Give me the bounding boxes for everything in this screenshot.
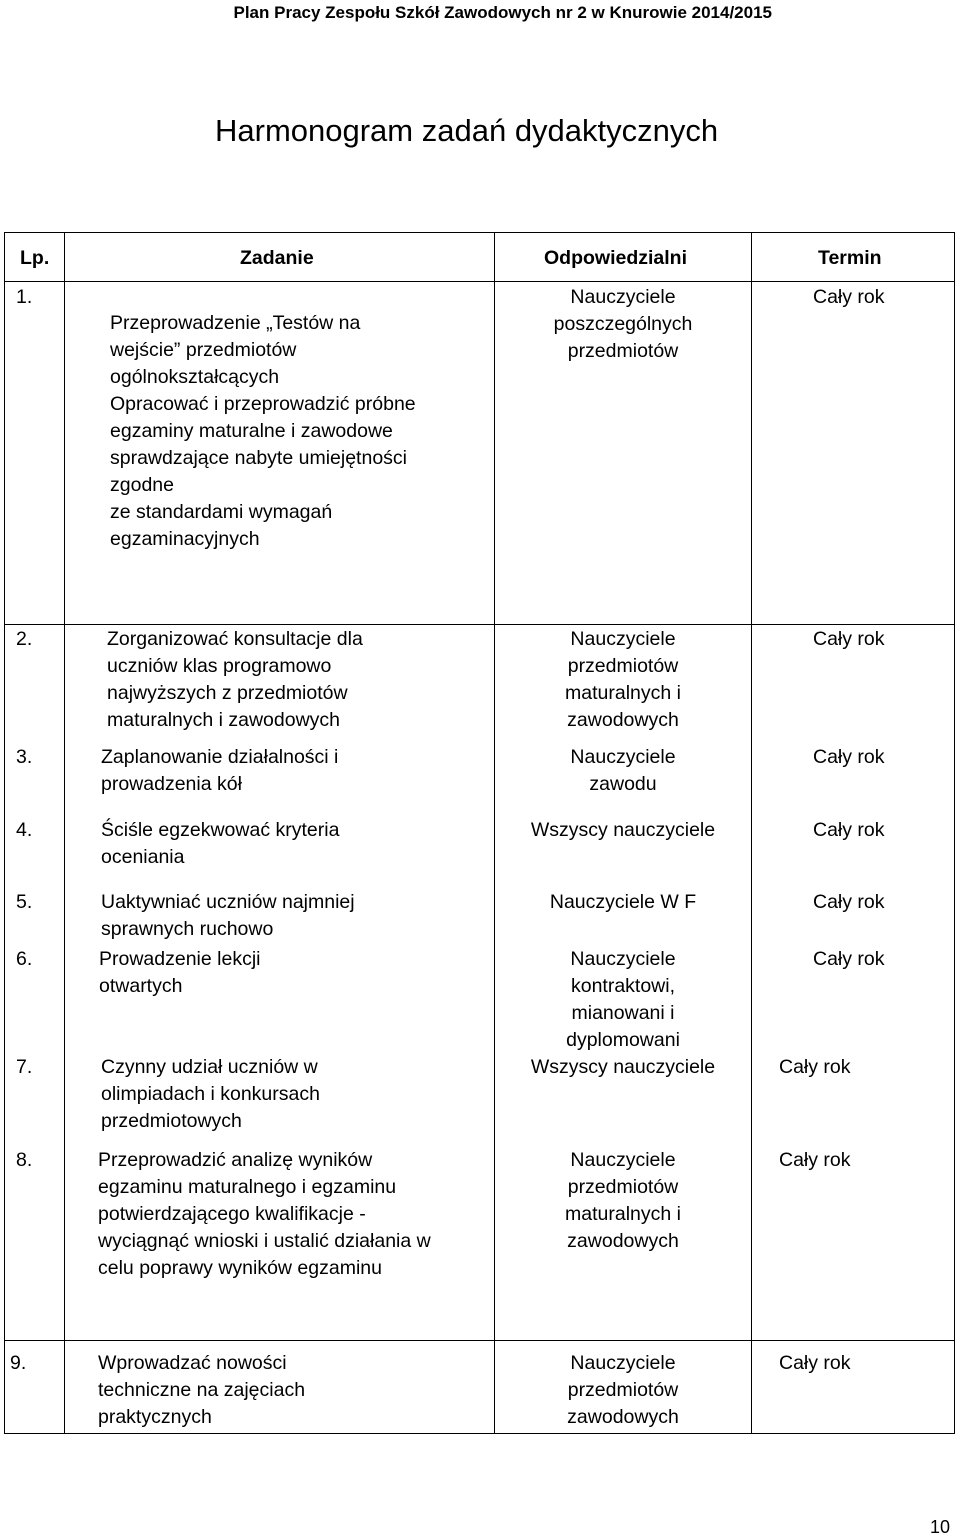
- col-divider: [64, 232, 65, 1434]
- row-task: Przeprowadzenie „Testów na wejście” przedmiotów ogólnokształcących Opracować i przeprowadzić próbne egzaminy maturalne i zawodowe sprawdzające nabyte umiejętności zgodne ze standardami wymagań egzaminacyjnych: [110, 312, 416, 550]
- row-number: 9.: [10, 1352, 27, 1374]
- row-task: Wprowadzać nowości techniczne na zajęciach praktycznych: [98, 1352, 306, 1428]
- row-term: Cały rok: [813, 891, 885, 913]
- row-task: Zaplanowanie działalności i prowadzenia kół: [101, 746, 339, 795]
- row-term: Cały rok: [813, 948, 885, 970]
- row-number: 5.: [16, 891, 33, 913]
- row-responsible: Nauczyciele poszczególnych przedmiotów: [553, 286, 693, 362]
- row-number: 2.: [16, 628, 33, 650]
- row-term: Cały rok: [813, 628, 885, 650]
- row-responsible: Wszyscy nauczyciele: [530, 1056, 716, 1078]
- row-responsible: Nauczyciele W F: [549, 891, 697, 913]
- row-task: Zorganizować konsultacje dla uczniów klas programowo najwyższych z przedmiotów maturalnych i zawodowych: [107, 628, 363, 731]
- header-title: Plan Pracy Zespołu Szkół Zawodowych nr 2 w Knurowie 2014/2015: [233, 3, 772, 22]
- row-number: 7.: [16, 1056, 33, 1078]
- row-term: Cały rok: [779, 1149, 851, 1171]
- row-divider: [4, 624, 955, 625]
- header-lp: Lp.: [20, 247, 50, 269]
- row-task: Prowadzenie lekcji otwartych: [99, 948, 261, 997]
- row-task: Ściśle egzekwować kryteria oceniania: [101, 819, 340, 868]
- row-task: Czynny udział uczniów w olimpiadach i konkursach przedmiotowych: [101, 1056, 320, 1132]
- row-term: Cały rok: [779, 1352, 851, 1374]
- row-number: 8.: [16, 1149, 33, 1171]
- row-task: Przeprowadzić analizę wyników egzaminu maturalnego i egzaminu potwierdzającego kwalifikacje - wyciągnąć wnioski i ustalić działania w celu poprawy wyników egzaminu: [98, 1149, 431, 1279]
- row-task: Uaktywniać uczniów najmniej sprawnych ruchowo: [101, 891, 355, 940]
- row-number: 4.: [16, 819, 33, 841]
- header-task: Zadanie: [240, 247, 314, 269]
- row-term: Cały rok: [779, 1056, 851, 1078]
- row-number: 3.: [16, 746, 33, 768]
- document-title: Harmonogram zadań dydaktycznych: [215, 113, 719, 148]
- row-responsible: Nauczyciele przedmiotów maturalnych i zawodowych: [565, 1149, 681, 1252]
- row-divider: [4, 1340, 955, 1341]
- row-number: 1.: [16, 286, 33, 308]
- row-term: Cały rok: [813, 819, 885, 841]
- row-divider: [4, 281, 955, 282]
- header-responsible: Odpowiedzialni: [544, 247, 688, 269]
- row-term: Cały rok: [813, 746, 885, 768]
- header-term: Termin: [818, 247, 882, 269]
- row-term: Cały rok: [813, 286, 885, 308]
- row-responsible: Wszyscy nauczyciele: [530, 819, 716, 841]
- row-responsible: Nauczyciele zawodu: [570, 746, 676, 795]
- row-responsible: Nauczyciele przedmiotów maturalnych i zawodowych: [565, 628, 681, 731]
- page-number: 10: [929, 1517, 950, 1537]
- row-number: 6.: [16, 948, 33, 970]
- row-responsible: Nauczyciele przedmiotów zawodowych: [567, 1352, 679, 1428]
- col-divider: [751, 232, 752, 1434]
- row-responsible: Nauczyciele kontraktowi, mianowani i dyplomowani: [566, 948, 680, 1051]
